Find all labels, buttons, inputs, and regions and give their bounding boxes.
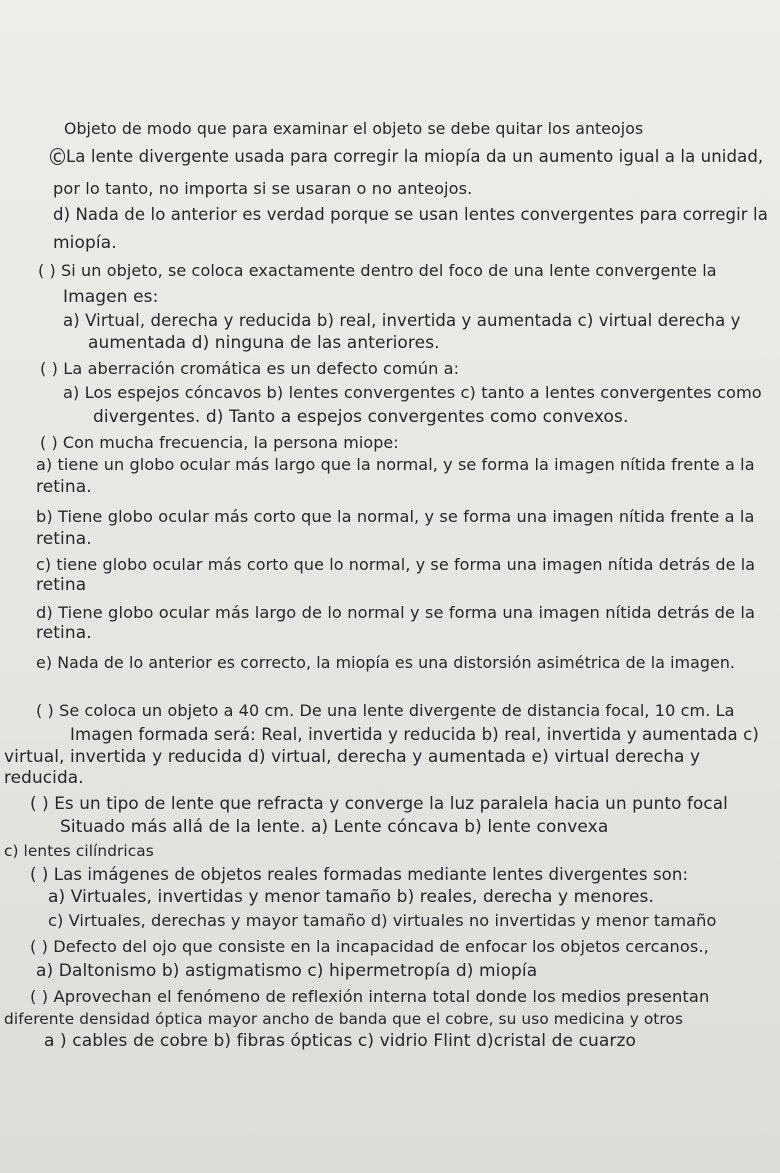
text-line: b) Tiene globo ocular más corto que la normal, y se forma una imagen nítida frente a la [36,507,755,526]
text-line: divergentes. d) Tanto a espejos convergentes como convexos. [93,407,629,427]
text-line: c) tiene globo ocular más corto que lo normal, y se forma una imagen nítida detrás de la [36,555,756,574]
text-line: Imagen formada será: Real, invertida y reducida b) real, invertida y aumentada c) [70,725,759,744]
question-line: ( ) Con mucha frecuencia, la persona miope: [40,433,399,452]
question-line: ( ) Si un objeto, se coloca exactamente dentro del foco de una lente convergente la [38,261,717,280]
text-line: Situado más allá de la lente. a) Lente cóncava b) lente convexa [60,817,609,837]
text-line: e) Nada de lo anterior es correcto, la miopía es una distorsión asimétrica de la imagen. [36,653,736,672]
text-line: retina. [36,623,92,643]
text-line: aumentada d) ninguna de las anteriores. [88,333,440,353]
text-line: a) tiene un globo ocular más largo que la normal, y se forma la imagen nítida frente a la [36,455,755,474]
text-line: miopía. [53,233,117,253]
text-line: c) lentes cilíndricas [4,842,154,860]
text-line: c) Virtuales, derechas y mayor tamaño d) virtuales no invertidas y menor tamaño [48,911,717,930]
text-line: retina [36,575,87,595]
text-line: a) Virtual, derecha y reducida b) real, invertida y aumentada c) virtual derecha y [63,311,741,330]
text-line [50,148,763,166]
text-line: a) Los espejos cóncavos b) lentes convergentes c) tanto a lentes convergentes como [63,383,762,402]
text-line: a) Virtuales, invertidas y menor tamaño b) reales, derecha y menores. [48,887,655,907]
text-line: a ) cables de cobre b) fibras ópticas c) vidrio Flint d)cristal de cuarzo [44,1031,637,1051]
text-line: retina. [36,477,92,497]
text-line: d) Tiene globo ocular más largo de lo normal y se forma una imagen nítida detrás de la [36,603,756,622]
question-line: ( ) Las imágenes de objetos reales formadas mediante lentes divergentes son: [30,865,689,884]
circled-answer-mark: c [50,148,65,165]
text-line: d) Nada de lo anterior es verdad porque se usan lentes convergentes para corregir la [53,205,768,224]
question-line: ( ) Aprovechan el fenómeno de reflexión interna total donde los medios presentan [30,987,710,1006]
question-line: ( ) Se coloca un objeto a 40 cm. De una lente divergente de distancia focal, 10 cm. La [36,701,735,720]
question-line: ( ) Defecto del ojo que consiste en la incapacidad de enfocar los objetos cercanos., [30,937,709,956]
question-line: ( ) La aberración cromática es un defecto común a: [40,359,460,378]
text-line: a) Daltonismo b) astigmatismo c) hipermetropía d) miopía [36,961,538,981]
text-line: virtual, invertida y reducida d) virtual, derecha y aumentada e) virtual derecha y [4,747,701,767]
text-line: Imagen es: [63,287,159,307]
text-line: por lo tanto, no importa si se usaran o no anteojos. [53,179,473,198]
text-line: diferente densidad óptica mayor ancho de banda que el cobre, su uso medicina y otros [4,1010,684,1028]
text-line-content: La lente divergente usada para corregir la miopía da un aumento igual a la unidad, [66,147,764,166]
question-line: ( ) Es un tipo de lente que refracta y converge la luz paralela hacia un punto focal [30,793,728,813]
text-line: retina. [36,529,92,549]
text-line: Objeto de modo que para examinar el objeto se debe quitar los anteojos [64,119,644,138]
text-line: reducida. [4,767,84,787]
